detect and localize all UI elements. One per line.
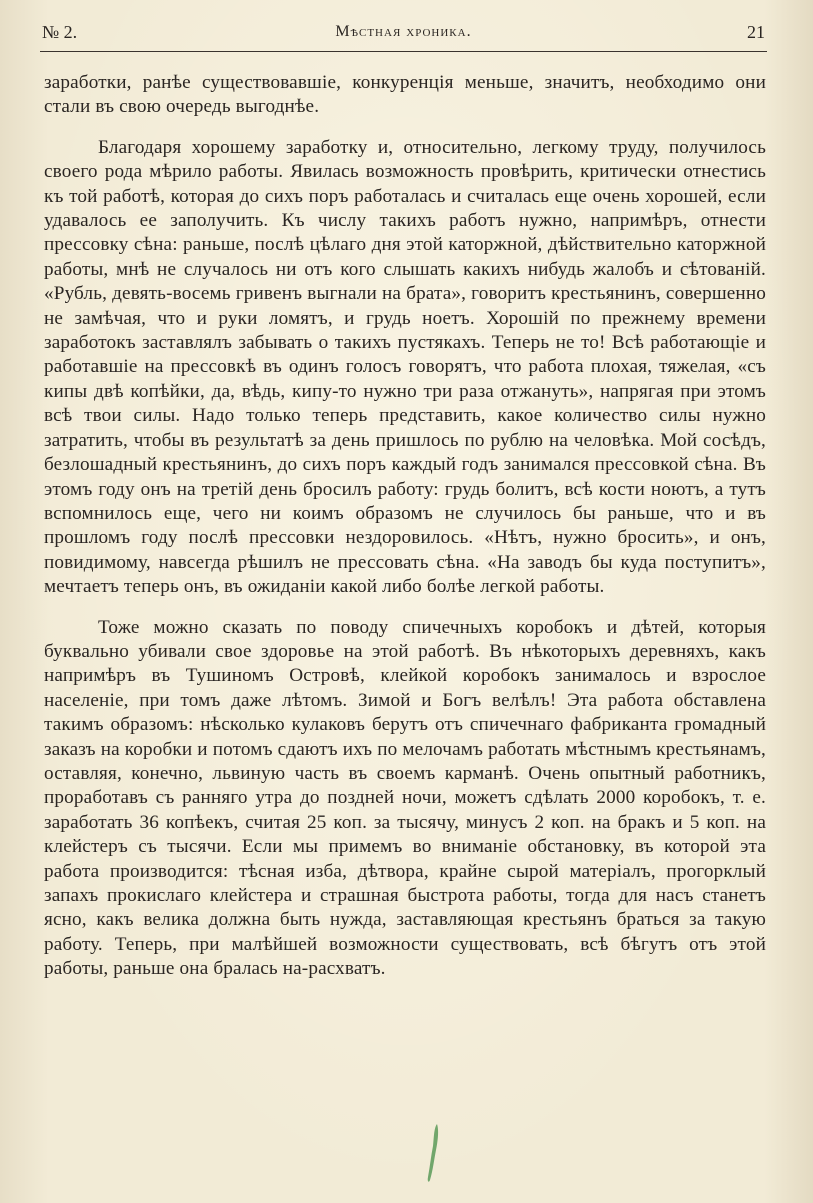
- ink-blot-mark: [426, 1122, 442, 1184]
- paragraph-continuation: заработки, ранѣе существовавшіе, конкуренція меньше, значитъ, необходимо они стали въ свою очередь выгоднѣе.: [44, 72, 766, 118]
- paragraph-match-boxes: Тоже можно сказать по поводу спичечныхъ коробокъ и дѣтей, которыя буквально убивали свое здоровье на этой работѣ. Въ нѣкоторыхъ деревняхъ, какъ напримѣръ въ Тушиномъ Островѣ, клейкой коробокъ занималось и взрослое населеніе, при томъ даже лѣтомъ. Зимой и Богъ велѣлъ! Эта работа обставлена такимъ образомъ: нѣсколько кулаковъ берутъ отъ спичечнаго фабриканта громадный заказъ на коробки и потомъ сдаютъ ихъ по мелочамъ работать мѣстнымъ крестьянамъ, оставляя, конечно, львиную часть въ своемъ карманѣ. Очень опытный работникъ, проработавъ съ ранняго утра до поздней ночи, можетъ сдѣлать 2000 коробокъ, т. е. заработать 36 копѣекъ, считая 25 коп. за тысячу, минусъ 2 коп. на бракъ и 5 коп. на клейстеръ съ тысячи. Если мы примемъ во вниманіе обстановку, въ которой эта работа производится: тѣсная изба, дѣтвора, крайне сырой матеріалъ, прогорклый запахъ прокислаго клейстера и страшная быстрота работы, тогда для насъ станетъ ясно, какъ велика должна быть нужда, заставляющая крестьянъ браться за такую работу. Теперь, при малѣйшей возможности существовать, всѣ бѣгутъ отъ этой работы, раньше она бралась на-расхватъ.: [44, 616, 766, 980]
- issue-number: № 2.: [42, 22, 78, 42]
- paragraph-hay-pressing: Благодаря хорошему заработку и, относительно, легкому труду, получилось своего рода мѣрило работы. Явилась возможность провѣрить, критически отнестись къ той работѣ, которая до сихъ поръ работалась и считалась еще очень хорошей, если удавалось ее заполучить. Къ числу такихъ работъ нужно, напримѣръ, отнести прессовку сѣна: раньше, послѣ цѣлаго дня этой каторжной, дѣйствительно каторжной работы, мнѣ не случалось ни отъ кого слышать какихъ нибудь жалобъ и сѣтованій. «Рубль, девять-восемь гривенъ выгнали на брата», говоритъ крестьянинъ, совершенно не замѣчая, что и руки ломятъ, и грудь ноетъ. Хорошій по прежнему времени заработокъ заставлялъ забывать о такихъ пустякахъ. Теперь не то! Всѣ работающіе и работавшіе на прессовкѣ въ одинъ голосъ говорятъ, что работа плохая, тяжелая, «съ кипы двѣ копѣйки, да, вѣдь, кипу-то нужно три раза отжануть», напрягая при этомъ всѣ твои силы. Надо только теперь представить, какое количество силы нужно затратить, чтобы въ результатѣ за день пришлось по рублю на человѣка. Мой сосѣдъ, безлошадный крестьянинъ, до сихъ поръ каждый годъ занимался прессовкой сѣна. Въ этомъ году онъ на третій день бросилъ работу: грудь болитъ, всѣ кости ноютъ, а тутъ вспомнилось еще, чего ни коимъ образомъ не случилось бы раньше, что и въ прошломъ году послѣ прессовки нездоровилось. «Нѣтъ, нужно бросить», и онъ, повидимому, навсегда рѣшилъ не прессовать сѣна. «На заводъ бы куда поступитъ», мечтаетъ теперь онъ, въ ожиданіи какой либо болѣе легкой работы.: [44, 136, 766, 598]
- section-title: Мѣстная хроника.: [335, 23, 472, 40]
- header-rule: [40, 51, 767, 52]
- page-number: 21: [747, 22, 765, 42]
- running-header: [42, 22, 765, 48]
- article-body: [44, 71, 766, 982]
